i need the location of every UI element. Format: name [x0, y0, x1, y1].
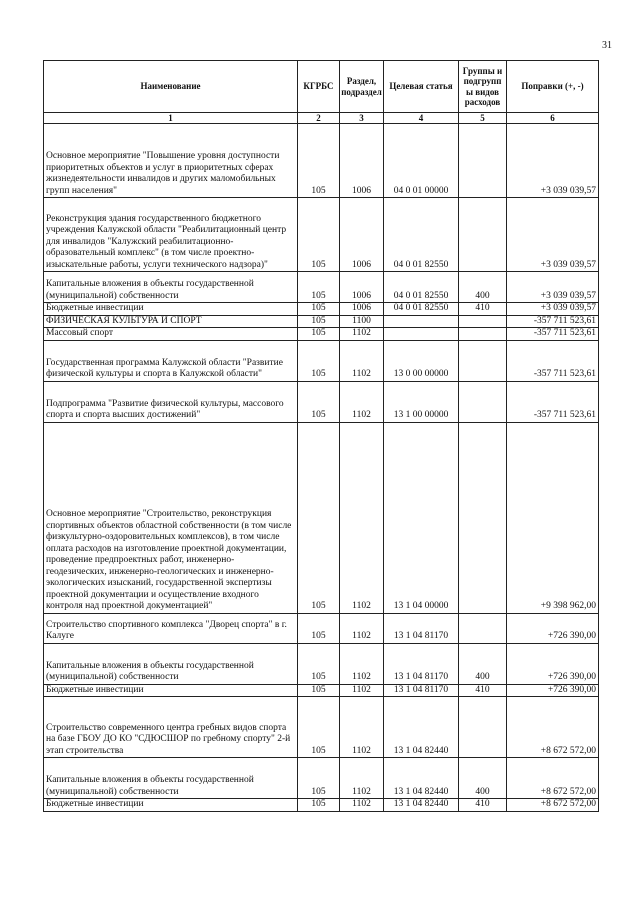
row-amendment-amount: +3 039 039,57 — [507, 272, 599, 303]
row-target-article: 13 1 04 82440 — [384, 758, 459, 799]
row-target-article — [384, 328, 459, 341]
table-row — [44, 328, 599, 341]
column-number: 3 — [340, 113, 384, 124]
row-target-article: 04 0 01 00000 — [384, 124, 459, 198]
row-target-article: 13 1 04 00000 — [384, 422, 459, 613]
row-section: 1102 — [340, 340, 384, 381]
row-expense-group: 400 — [459, 758, 507, 799]
row-target-article: 04 0 01 82550 — [384, 198, 459, 272]
row-target-article: 13 1 04 81170 — [384, 613, 459, 643]
table-row — [44, 315, 599, 328]
row-name: Бюджетные инвестиции — [44, 303, 298, 316]
row-section: 1102 — [340, 697, 384, 758]
row-expense-group: 410 — [459, 684, 507, 697]
row-section: 1006 — [340, 198, 384, 272]
row-kgrbs: 105 — [298, 758, 340, 799]
row-amendment-amount: +726 390,00 — [507, 684, 599, 697]
row-expense-group: 400 — [459, 272, 507, 303]
row-section: 1102 — [340, 422, 384, 613]
row-expense-group: 400 — [459, 643, 507, 684]
row-kgrbs: 105 — [298, 684, 340, 697]
row-amendment-amount: +726 390,00 — [507, 613, 599, 643]
row-kgrbs: 105 — [298, 272, 340, 303]
row-target-article: 13 0 00 00000 — [384, 340, 459, 381]
table-row — [44, 643, 599, 684]
table-row — [44, 422, 599, 613]
row-name: Капитальные вложения в объекты государственной (муниципальной) собственности — [44, 758, 298, 799]
header-target: Целевая статья — [384, 61, 459, 113]
row-kgrbs: 105 — [298, 198, 340, 272]
budget-amendments-table — [43, 60, 599, 812]
column-number: 1 — [44, 113, 298, 124]
column-number: 4 — [384, 113, 459, 124]
row-expense-group — [459, 381, 507, 422]
row-kgrbs: 105 — [298, 697, 340, 758]
row-section: 1102 — [340, 613, 384, 643]
row-amendment-amount: +3 039 039,57 — [507, 124, 599, 198]
table-row — [44, 697, 599, 758]
row-name: Подпрограмма "Развитие физической культуры, массового спорта и спорта высших достижений" — [44, 381, 298, 422]
table-row — [44, 613, 599, 643]
row-section: 1102 — [340, 684, 384, 697]
row-section: 1102 — [340, 758, 384, 799]
row-kgrbs: 105 — [298, 124, 340, 198]
row-target-article — [384, 315, 459, 328]
row-name: Реконструкция здания государственного бюджетного учреждения Калужской области "Реабилитационный центр для инвалидов "Калужский реабилитационно-образовательный комплекс" (в том числе проектно-изыскательные работы, услуги технического надзора)" — [44, 198, 298, 272]
row-section: 1006 — [340, 124, 384, 198]
table-row — [44, 340, 599, 381]
row-expense-group — [459, 340, 507, 381]
row-name: Государственная программа Калужской области "Развитие физической культуры и спорта в Калужской области" — [44, 340, 298, 381]
row-section: 1100 — [340, 315, 384, 328]
row-name: Капитальные вложения в объекты государственной (муниципальной) собственности — [44, 643, 298, 684]
row-kgrbs: 105 — [298, 799, 340, 812]
row-target-article: 13 1 04 82440 — [384, 799, 459, 812]
row-amendment-amount: -357 711 523,61 — [507, 315, 599, 328]
row-expense-group — [459, 198, 507, 272]
table-row — [44, 799, 599, 812]
row-kgrbs: 105 — [298, 303, 340, 316]
header-group: Группы и подгрупп ы видов расходов — [459, 61, 507, 113]
row-expense-group — [459, 328, 507, 341]
row-expense-group — [459, 422, 507, 613]
row-kgrbs: 105 — [298, 422, 340, 613]
row-kgrbs: 105 — [298, 315, 340, 328]
row-kgrbs: 105 — [298, 340, 340, 381]
row-amendment-amount: -357 711 523,61 — [507, 340, 599, 381]
header-section: Раздел, подраздел — [340, 61, 384, 113]
row-amendment-amount: -357 711 523,61 — [507, 381, 599, 422]
row-target-article: 13 1 04 82440 — [384, 697, 459, 758]
table-row — [44, 272, 599, 303]
row-section: 1006 — [340, 272, 384, 303]
row-name: Строительство современного центра гребных видов спорта на базе ГБОУ ДО КО "СДЮСШОР по гребному спорту" 2-й этап строительства — [44, 697, 298, 758]
row-target-article: 13 1 04 81170 — [384, 684, 459, 697]
row-section: 1102 — [340, 328, 384, 341]
row-expense-group — [459, 315, 507, 328]
row-target-article: 13 1 00 00000 — [384, 381, 459, 422]
row-expense-group — [459, 613, 507, 643]
row-kgrbs: 105 — [298, 643, 340, 684]
row-amendment-amount: +726 390,00 — [507, 643, 599, 684]
column-number-row — [44, 113, 599, 124]
row-section: 1102 — [340, 799, 384, 812]
row-amendment-amount: +8 672 572,00 — [507, 799, 599, 812]
row-name: ФИЗИЧЕСКАЯ КУЛЬТУРА И СПОРТ — [44, 315, 298, 328]
column-number: 2 — [298, 113, 340, 124]
row-expense-group — [459, 124, 507, 198]
row-name: Строительство спортивного комплекса "Дворец спорта" в г. Калуге — [44, 613, 298, 643]
row-expense-group: 410 — [459, 303, 507, 316]
row-name: Основное мероприятие "Повышение уровня доступности приоритетных объектов и услуг в приоритетных сферах жизнедеятельности инвалидов и других маломобильных групп населения" — [44, 124, 298, 198]
table-row — [44, 684, 599, 697]
row-amendment-amount: +8 672 572,00 — [507, 697, 599, 758]
row-expense-group — [459, 697, 507, 758]
row-amendment-amount: +8 672 572,00 — [507, 758, 599, 799]
row-kgrbs: 105 — [298, 328, 340, 341]
row-amendment-amount: +3 039 039,57 — [507, 303, 599, 316]
row-name: Основное мероприятие "Строительство, реконструкция спортивных объектов областной собственности (в том числе физкультурно-оздоровительных комплексов), в том числе оплата расходов на изготовление проектной документации, проведение предпроектных работ, инженерно-геодезических, инженерно-геологических и инженерно-экологических изысканий, государственной экспертизы проектной документации и осуществление входного контроля над проектной документацией" — [44, 422, 298, 613]
row-name: Бюджетные инвестиции — [44, 684, 298, 697]
row-target-article: 13 1 04 81170 — [384, 643, 459, 684]
table-row — [44, 381, 599, 422]
row-name: Бюджетные инвестиции — [44, 799, 298, 812]
page-number: 31 — [602, 40, 612, 51]
table-row — [44, 758, 599, 799]
header-amendment: Поправки (+, -) — [507, 61, 599, 113]
row-kgrbs: 105 — [298, 381, 340, 422]
row-section: 1102 — [340, 643, 384, 684]
row-target-article: 04 0 01 82550 — [384, 272, 459, 303]
row-kgrbs: 105 — [298, 613, 340, 643]
row-section: 1006 — [340, 303, 384, 316]
row-name: Капитальные вложения в объекты государственной (муниципальной) собственности — [44, 272, 298, 303]
header-kgrbs: КГРБС — [298, 61, 340, 113]
table-row — [44, 124, 599, 198]
table-row — [44, 198, 599, 272]
row-section: 1102 — [340, 381, 384, 422]
row-target-article: 04 0 01 82550 — [384, 303, 459, 316]
row-amendment-amount: -357 711 523,61 — [507, 328, 599, 341]
table-row — [44, 303, 599, 316]
column-number: 6 — [507, 113, 599, 124]
row-amendment-amount: +9 398 962,00 — [507, 422, 599, 613]
header-name: Наименование — [44, 61, 298, 113]
column-number: 5 — [459, 113, 507, 124]
header-row — [44, 61, 599, 113]
row-amendment-amount: +3 039 039,57 — [507, 198, 599, 272]
row-expense-group: 410 — [459, 799, 507, 812]
row-name: Массовый спорт — [44, 328, 298, 341]
